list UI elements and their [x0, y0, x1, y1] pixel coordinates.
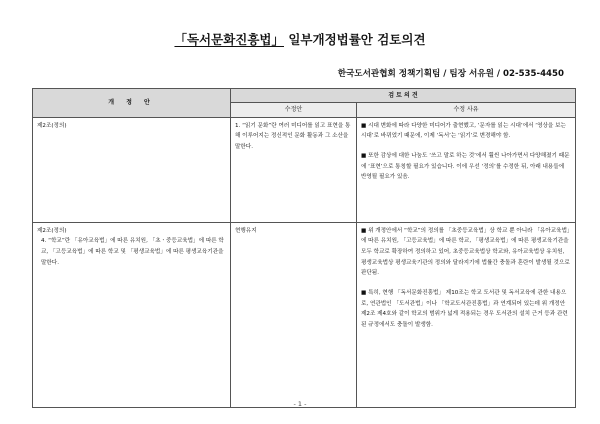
modification-cell: [231, 222, 357, 407]
table-row: [33, 222, 576, 407]
header-amendment: 개 정 안: [33, 89, 231, 118]
page-number: - 1 -: [293, 400, 307, 408]
header-modification: 수정안: [231, 103, 357, 117]
reason-bullet: ■ 위 개정안에서 “학교”의 정의를 「초중등교육법」상 학교 뿐 아니라 「유아교육법」에 따른 유치원, 「고등교육법」에 따른 학교, 「평생교육법」에 따른 평생교육기관을 모두 학교로 확장하여 정의하고 있어, 초중등교육법상 학교와, 유아교육법상 유치원, 평생교육법상 평생교육기관의 정의와 달라지기에 법률간 충돌과 혼란이 발생될 것으로 판단됨.: [361, 227, 570, 277]
modification-text: 1. “읽기 문화”란 여러 미디어를 읽고 표현을 통해 이루어지는 정신적인 문화 활동과 그 소산을 말한다.: [235, 122, 351, 151]
article-title: 제2조(정의): [37, 122, 67, 129]
reason-bullet: ■ 또한 감상에 대한 나눔도 ‘쓰고 말로 하는 것’에서 훨씬 나아가면서 다양해졌기 때문에 ‘표현’으로 통칭할 필요가 있습니다. 이에 우선 ‘정의’를 수정한 뒤, 아래 내용들에 반영될 필요가 있음.: [361, 153, 570, 181]
document-title: [0, 30, 600, 48]
modification-text: 현행유지: [235, 227, 257, 234]
modification-cell: [231, 117, 357, 222]
article-title: 제2조(정의): [37, 227, 67, 234]
organization-line: 한국도서관협회 정책기획팀 / 팀장 서유원 / 02-535-4450: [337, 69, 564, 79]
reason-cell: [357, 117, 576, 222]
reason-bullet: ■ 시대 변화에 따라 다양한 미디어가 출현했고, ‘문자를 읽는 시대’에서 ‘영상을 보는 시대’로 바뀌었기 때문에, 이제 ‘독서’는 ‘읽기’로 변경해야 함.: [361, 122, 566, 140]
title-rest: 일부개정법률안 검토의견: [284, 32, 426, 47]
amendment-cell: [33, 117, 231, 222]
header-review: 검 토 의 견: [231, 89, 576, 103]
reason-cell: [357, 222, 576, 407]
header-reason: 수정 사유: [357, 103, 576, 117]
reason-bullet: ■ 특히, 현행 「독서문화진흥법」 제10조는 학교 도서관 및 독서교육에 관한 내용으로, 연관법인 「도서관법」이나 「학교도서관진흥법」과 연계되어 있는데 위 개정안 제2조 제4호와 같이 학교의 범위가 넓게 적용되는 경우 도서관의 설치 근거 등과 관련된 규정에서도 충돌이 발생함.: [361, 289, 568, 328]
title-law-name: 「독서문화진흥법」: [174, 32, 284, 47]
amendment-cell: [33, 222, 231, 407]
table-row: [33, 117, 576, 222]
article-item-text: 4. “학교”란 「유아교육법」에 따른 유치원, 「초ㆍ중등교육법」에 따른 학교, 「고등교육법」에 따른 학교 및 「평생교육법」에 따른 평생교육기관을 말한다.: [41, 238, 224, 266]
review-table: [32, 88, 576, 408]
